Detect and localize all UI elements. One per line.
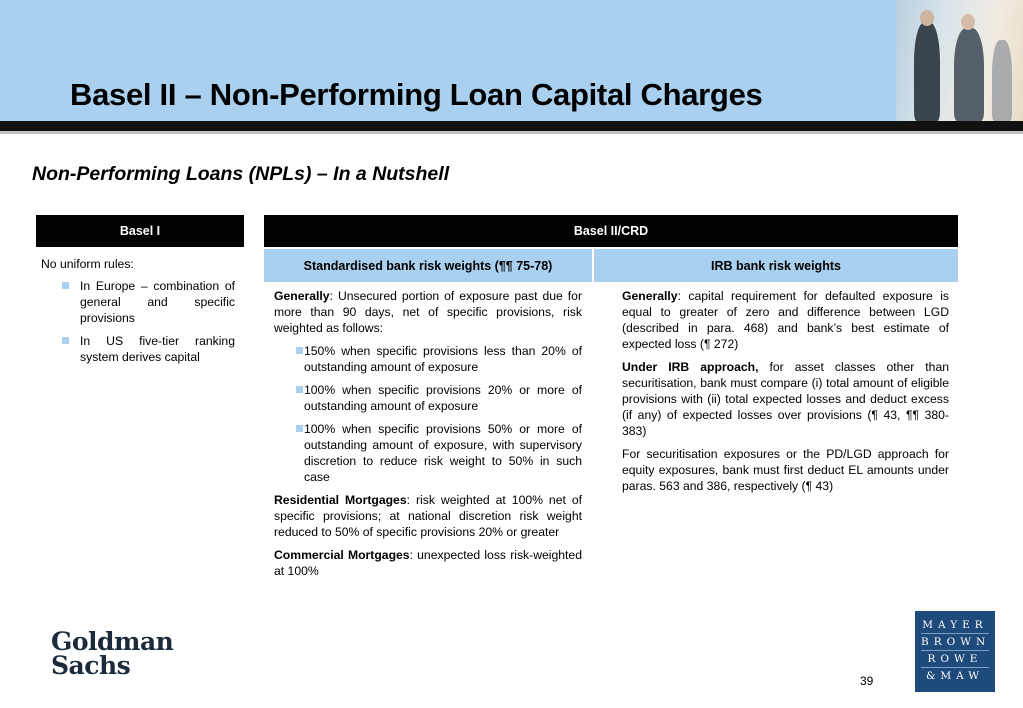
header-photo <box>896 0 1023 121</box>
list-item-text: In Europe – combination of general and specific provisions <box>80 279 235 325</box>
std-generally-text: : Unsecured portion of exposure past due for more than 90 days, net of specific provisions, risk weighted as follows: <box>274 289 582 335</box>
photo-figure <box>992 40 1012 121</box>
list-item-text: 150% when specific provisions less than 20% of outstanding amount of exposure <box>304 344 582 374</box>
irb-approach-paragraph <box>622 359 949 439</box>
list-item <box>41 278 235 326</box>
mayer-brown-logo <box>915 611 995 692</box>
goldman-sachs-logo <box>51 627 174 680</box>
irb-column <box>622 288 949 501</box>
logo-line: BROWN <box>921 634 989 651</box>
logo-line: Sachs <box>51 651 131 680</box>
square-bullet-icon <box>62 282 69 289</box>
std-commercial-paragraph <box>274 547 582 579</box>
irb-generally-text: : capital requirement for defaulted exposure is equal to greater of zero and difference between LGD (described in para. 468) and bank’s best estimate of expected loss (¶ 272) <box>622 289 949 351</box>
logo-line: &MAW <box>925 670 985 682</box>
logo-line: ROWE <box>921 651 989 668</box>
list-item-text: 100% when specific provisions 50% or more of outstanding amount of exposure, with supervisory discretion to reduce risk weight to 50% in such case <box>304 422 582 484</box>
page-number: 39 <box>860 674 874 688</box>
list-item-text: In US five-tier ranking system derives capital <box>80 334 235 364</box>
irb-generally-label: Generally <box>622 289 678 303</box>
standardised-header: Standardised bank risk weights (¶¶ 75-78) <box>264 249 592 282</box>
list-item <box>274 343 582 375</box>
logo-line: Goldman <box>51 627 174 656</box>
basel1-intro: No uniform rules: <box>41 257 134 271</box>
std-commercial-label: Commercial Mortgages <box>274 548 410 562</box>
square-bullet-icon <box>296 386 303 393</box>
std-residential-label: Residential Mortgages <box>274 493 407 507</box>
slide-subtitle: Non-Performing Loans (NPLs) – In a Nutshell <box>32 163 450 185</box>
title-divider <box>0 121 1023 131</box>
std-commercial-text: : unexpected loss risk-weighted at 100% <box>274 548 582 578</box>
photo-figure <box>914 22 940 121</box>
std-residential-paragraph <box>274 492 582 540</box>
irb-approach-text: for asset classes other than securitisation, bank must compare (i) total amount of eligible provisions with (ii) total expected losses and deduct excess (if any) of expected losses over provisions (¶ 43, ¶¶ 380-383) <box>622 360 950 438</box>
irb-securitisation-paragraph: For securitisation exposures or the PD/LGD approach for equity exposures, bank must first deduct EL amounts under paras. 563 and 386, respectively (¶ 43) <box>622 447 949 493</box>
irb-generally-paragraph <box>622 288 949 352</box>
list-item <box>41 333 235 365</box>
basel1-column <box>41 256 235 372</box>
square-bullet-icon <box>296 425 303 432</box>
std-generally-paragraph <box>274 288 582 336</box>
photo-figure <box>954 28 984 121</box>
slide-title: Basel II – Non-Performing Loan Capital Charges <box>70 77 763 112</box>
logo-line: MAYER <box>921 617 989 634</box>
title-divider-shadow <box>0 131 1023 134</box>
std-generally-label: Generally <box>274 289 330 303</box>
standardised-column <box>274 288 582 586</box>
list-item <box>274 421 582 485</box>
basel2-header: Basel II/CRD <box>264 215 958 247</box>
photo-figure-head <box>920 10 934 26</box>
photo-figure-head <box>961 14 975 30</box>
irb-approach-label: Under IRB approach, <box>622 360 759 374</box>
basel1-header: Basel I <box>36 215 244 247</box>
irb-header: IRB bank risk weights <box>594 249 958 282</box>
square-bullet-icon <box>296 347 303 354</box>
std-residential-text: : risk weighted at 100% net of specific provisions; at national discretion risk weight reduced to 50% of specific provisions 20% or greater <box>274 493 583 539</box>
list-item <box>274 382 582 414</box>
square-bullet-icon <box>62 337 69 344</box>
list-item-text: 100% when specific provisions 20% or more of outstanding amount of exposure <box>304 383 582 413</box>
